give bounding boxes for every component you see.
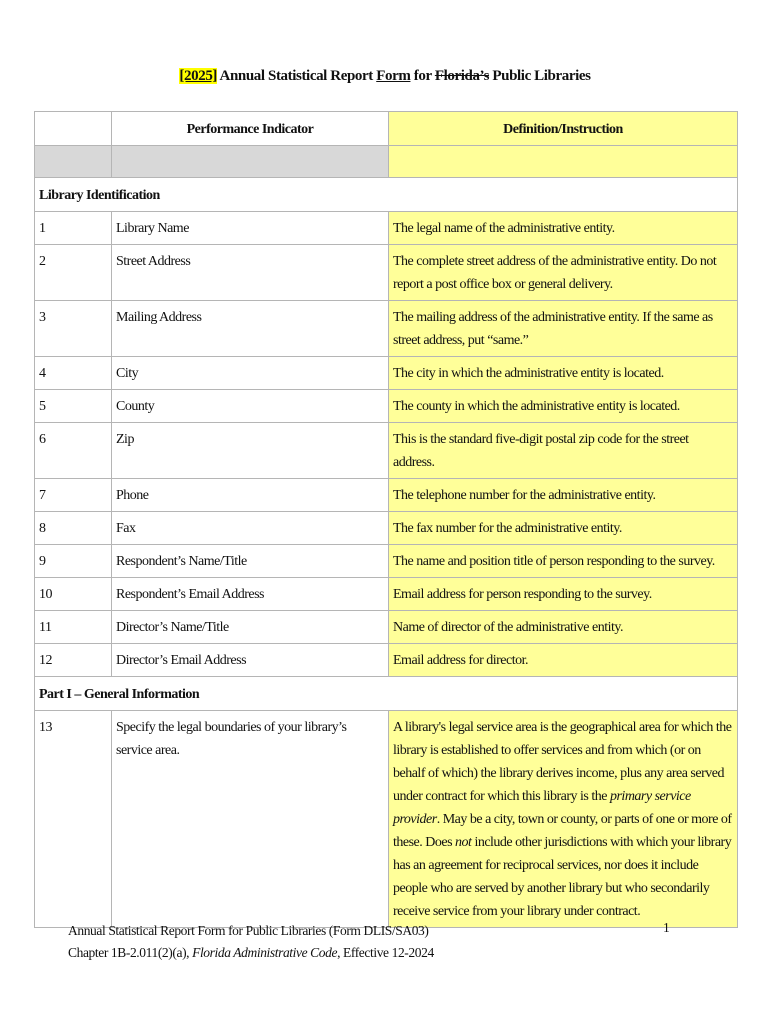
- row-indicator: Library Name: [112, 212, 389, 245]
- table-row: [35, 578, 738, 611]
- table-header-row: [35, 112, 738, 146]
- row-indicator: Director’s Email Address: [112, 644, 389, 677]
- row-indicator: Respondent’s Email Address: [112, 578, 389, 611]
- grey-blank-row: [35, 146, 738, 178]
- row-number: 1: [35, 212, 112, 245]
- row-number: 12: [35, 644, 112, 677]
- table-row: [35, 212, 738, 245]
- row-indicator: County: [112, 390, 389, 423]
- title-form: Form: [376, 68, 411, 84]
- title-text-1: Annual Statistical Report: [217, 68, 377, 84]
- page-title: [0, 68, 770, 85]
- table-row: [35, 545, 738, 578]
- page-footer: [68, 920, 434, 964]
- definition-text: . May be a city, town or county, or parts of one or more of these. Does: [393, 812, 732, 850]
- row-number: 4: [35, 357, 112, 390]
- table-row: [35, 644, 738, 677]
- row-number: 6: [35, 423, 112, 479]
- page-number: 1: [663, 920, 670, 935]
- blank-cell: [112, 146, 389, 178]
- title-text-3: Public Libraries: [489, 68, 591, 84]
- footer-citation-text: Chapter 1B-2.011(2)(a),: [68, 945, 193, 960]
- section-part-1: Part I – General Information: [35, 677, 738, 711]
- row-indicator: Specify the legal boundaries of your library’s service area.: [112, 711, 389, 928]
- row-definition: Email address for person responding to the survey.: [389, 578, 738, 611]
- definition-text: include other jurisdictions with which your library has an agreement for reciprocal services, nor does it include people who are served by another library but who secondarily receive service from your library under contract.: [393, 835, 732, 919]
- row-definition: Email address for director.: [389, 644, 738, 677]
- table-row: [35, 423, 738, 479]
- header-indicator: Performance Indicator: [112, 112, 389, 146]
- table-row: [35, 390, 738, 423]
- row-definition: The complete street address of the administrative entity. Do not report a post office box or general delivery.: [389, 245, 738, 301]
- table-row: [35, 357, 738, 390]
- title-text-2: for: [410, 68, 435, 84]
- title-year: [2025]: [179, 68, 218, 84]
- row-definition: The mailing address of the administrative entity. If the same as street address, put “same.”: [389, 301, 738, 357]
- row-number: 5: [35, 390, 112, 423]
- section-row: [35, 677, 738, 711]
- row-indicator: Street Address: [112, 245, 389, 301]
- footer-citation-code: Florida Administrative Code: [192, 945, 338, 960]
- row-definition: The county in which the administrative entity is located.: [389, 390, 738, 423]
- header-num-cell: [35, 112, 112, 146]
- row-indicator: Mailing Address: [112, 301, 389, 357]
- row-number: 7: [35, 479, 112, 512]
- table-row: [35, 301, 738, 357]
- row-definition: Name of director of the administrative entity.: [389, 611, 738, 644]
- row-indicator: Respondent’s Name/Title: [112, 545, 389, 578]
- row-indicator: Director’s Name/Title: [112, 611, 389, 644]
- row-number: 3: [35, 301, 112, 357]
- table-row: [35, 245, 738, 301]
- row-definition: This is the standard five-digit postal zip code for the street address.: [389, 423, 738, 479]
- row-number: 10: [35, 578, 112, 611]
- table-row: [35, 611, 738, 644]
- footer-form-name: Annual Statistical Report Form for Public Libraries (Form DLIS/SA03): [68, 923, 429, 938]
- title-struck: Florida’s: [434, 68, 490, 84]
- blank-cell: [389, 146, 738, 178]
- rows-body: [35, 212, 738, 677]
- row-definition: The legal name of the administrative entity.: [389, 212, 738, 245]
- row-number: 9: [35, 545, 112, 578]
- row-indicator: Fax: [112, 512, 389, 545]
- footer-citation-text: , Effective 12-2024: [337, 945, 434, 960]
- blank-cell: [35, 146, 112, 178]
- row-definition: The name and position title of person responding to the survey.: [389, 545, 738, 578]
- section-library-identification: Library Identification: [35, 178, 738, 212]
- row-definition: The telephone number for the administrative entity.: [389, 479, 738, 512]
- definition-emphasis: primary service provider: [393, 789, 691, 827]
- table-row: [35, 479, 738, 512]
- report-table: [34, 111, 738, 928]
- row-number: 8: [35, 512, 112, 545]
- table-row: [35, 711, 738, 928]
- row-number: 13: [35, 711, 112, 928]
- footer-citation: [68, 942, 434, 964]
- row-indicator: Phone: [112, 479, 389, 512]
- row-indicator: City: [112, 357, 389, 390]
- definition-emphasis: not: [455, 835, 472, 850]
- row-indicator: Zip: [112, 423, 389, 479]
- header-definition: Definition/Instruction: [389, 112, 738, 146]
- row-number: 11: [35, 611, 112, 644]
- section-row: [35, 178, 738, 212]
- table-row: [35, 512, 738, 545]
- row-definition: The fax number for the administrative entity.: [389, 512, 738, 545]
- row-definition: [389, 711, 738, 928]
- row-definition: The city in which the administrative entity is located.: [389, 357, 738, 390]
- row-number: 2: [35, 245, 112, 301]
- definition-text: A library's legal service area is the geographical area for which the library is established to offer services and from which (or on behalf of which) the library derives income, plus any area served under contract for which this library is the: [393, 720, 732, 804]
